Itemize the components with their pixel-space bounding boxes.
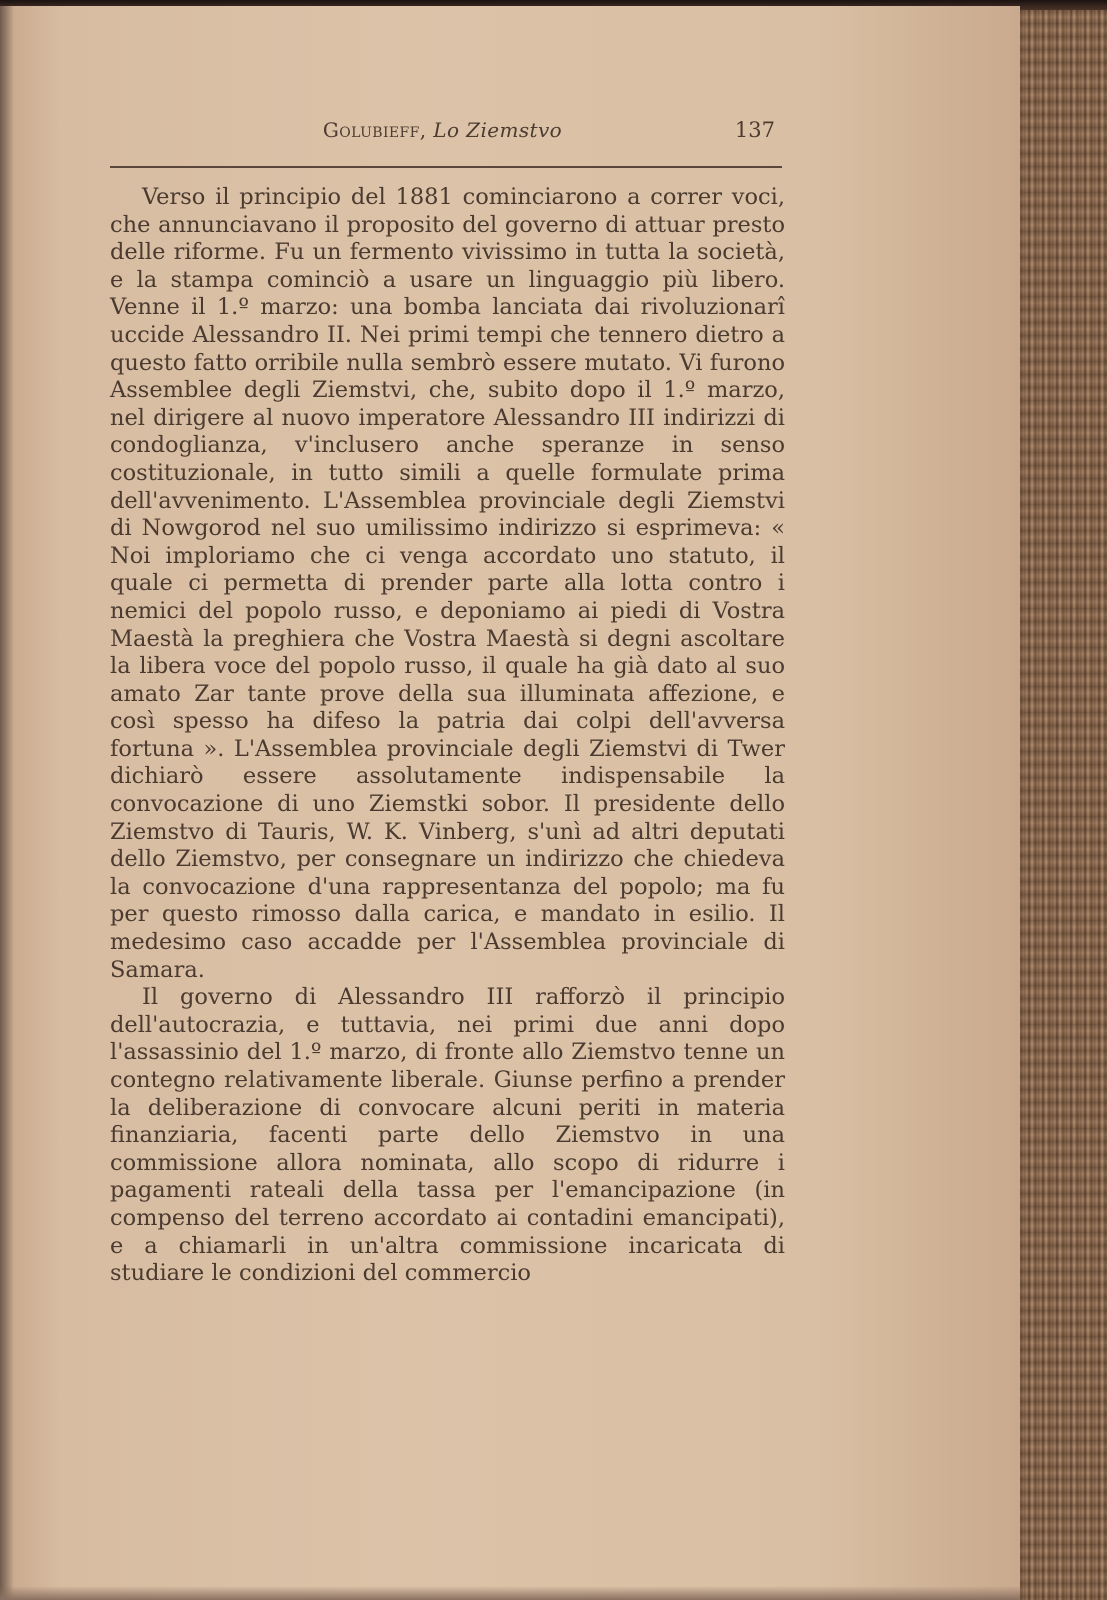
running-header	[110, 118, 775, 152]
header-author: Golubieff	[322, 118, 420, 142]
page-bottom-shadow	[0, 1586, 1020, 1600]
paragraph-1: Verso il principio del 1881 cominciarono a correr voci, che annunciavano il proposito del governo di attuar presto delle riforme. Fu un fermento vivissimo in tutta la società, e la stampa cominciò a usare un linguaggio più libero. Venne il 1.º marzo: una bomba lanciata dai rivoluzionarî uccide Alessandro II. Nei primi tempi che tennero dietro a questo fatto orribile nulla sembrò essere mutato. Vi furono Assemblee degli Ziemstvi, che, subito dopo il 1.º marzo, nel dirigere al nuovo imperatore Alessandro III indirizzi di condoglianza, v'inclusero anche speranze in senso costituzionale, in tutto simili a quelle formulate prima dell'avvenimento. L'Assemblea provinciale degli Ziemstvi di Nowgorod nel suo umilissimo indirizzo si esprimeva: « Noi imploriamo che ci venga accordato uno statuto, il quale ci permetta di prender parte alla lotta contro i nemici del popolo russo, e deponiamo ai piedi di Vostra Maestà la preghiera che Vostra Maestà si degni ascoltare la libera voce del popolo russo, il quale ha già dato al suo amato Zar tante prove della sua illuminata affezione, e così spesso ha difeso la patria dai colpi dell'avversa fortuna ». L'Assemblea provinciale degli Ziemstvi di Twer dichiarò essere assolutamente indispensabile la convocazione di uno Ziemstki sobor. Il presidente dello Ziemstvo di Tauris, W. K. Vinberg, s'unì ad altri deputati dello Ziemstvo, per consegnare un indirizzo che chiedeva la convocazione d'una rappresentanza del popolo; ma fu per questo rimosso dalla carica, e mandato in esilio. Il medesimo caso accadde per l'Assemblea provinciale di Samara.	[110, 184, 785, 983]
running-title	[110, 118, 775, 142]
body-text	[110, 184, 785, 1288]
paragraph-2: Il governo di Alessandro III rafforzò il principio dell'autocrazia, e tuttavia, nei primi due anni dopo l'assassinio del 1.º marzo, di fronte allo Ziemstvo tenne un contegno relativamente liberale. Giunse perfino a prender la deliberazione di convocare alcuni periti in materia finanziaria, facenti parte dello Ziemstvo in una commissione allora nominata, allo scopo di ridurre i pagamenti rateali della tassa per l'emancipazione (in compenso del terreno accordato ai contadini emancipati), e a chiamarli in un'altra commissione incaricata di studiare le condizioni del commercio	[110, 984, 785, 1287]
page-number: 137	[734, 118, 775, 142]
header-rule	[110, 166, 782, 168]
book-spine-page-edges	[1010, 10, 1107, 1600]
header-separator: ,	[419, 118, 434, 142]
page-left-shadow	[0, 6, 14, 1600]
header-work-title: Lo Ziemstvo	[433, 118, 563, 142]
